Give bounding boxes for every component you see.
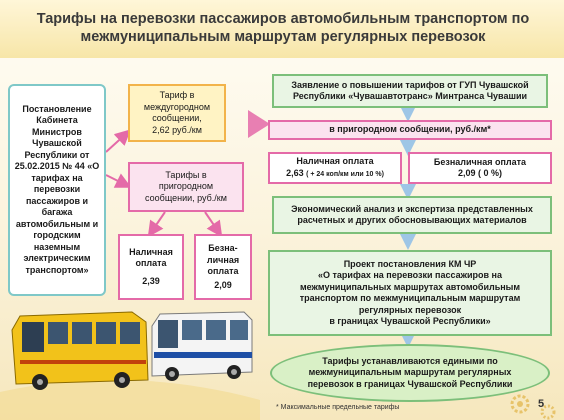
- suburban-tariffs-box: [128, 162, 244, 212]
- white-bus-illustration: [152, 312, 252, 381]
- cash-right-value: 2,63: [286, 167, 304, 178]
- page-number: 5: [538, 398, 545, 410]
- arrow-to-cash-left: [150, 212, 165, 234]
- application-box: [272, 74, 548, 108]
- gear-icon: [512, 396, 528, 412]
- cashless-right-value: 2,09 ( 0 %): [457, 168, 503, 178]
- arrow-to-suburban: [106, 175, 128, 186]
- arrow-to-cashless-left: [205, 212, 220, 234]
- footnote: * Максимальные предельные тарифы: [276, 404, 400, 411]
- project-box: [268, 250, 552, 336]
- yellow-bus-illustration: [12, 312, 148, 390]
- arrow-left-to-right: [248, 110, 270, 138]
- cashless-payment-box-left: [194, 234, 252, 300]
- slide-title: Тарифы на перевозки пассажиров автомобильным транспортом по межмуниципальным маршрутам регулярных перевозок: [36, 11, 530, 45]
- cash-payment-box-right: [268, 152, 402, 184]
- cash-left-label: Наличная оплата: [129, 246, 173, 269]
- suburban-text: Тарифы в пригородном сообщении, руб./км: [145, 169, 227, 203]
- analysis-text: Экономический анализ и экспертиза представленных расчетных и других обосновывающих материалов: [291, 203, 533, 225]
- intercity-label: Тариф в междугородном сообщении,: [143, 90, 211, 123]
- cash-payment-box-left: [118, 234, 184, 300]
- project-body: «О тарифах на перевозки пассажиров на межмуниципальных маршрутах автомобильным транспортом по межмуниципальным маршрутам регулярных перевозок: [299, 270, 521, 315]
- suburban-right-text: в пригородном сообщении, руб./км*: [329, 124, 491, 135]
- intercity-tariff-box: [128, 84, 226, 142]
- suburban-right-box: [268, 120, 552, 140]
- cash-right-label: Наличная оплата: [296, 156, 374, 166]
- project-title: Проект постановления КМ ЧР: [343, 258, 477, 269]
- cashless-payment-box-right: [408, 152, 552, 184]
- decree-text: Постановление Кабинета Министров Чувашской Республики от 25.02.2015 № 44 «О тарифах на перевозки пассажиров и багажа автомобильным и городским наземным электрическим транспортом»: [14, 103, 100, 275]
- cashless-right-label: Безналичная оплата: [433, 156, 527, 167]
- project-region: в границах Чувашской Республики»: [329, 316, 491, 326]
- decree-box: [8, 84, 106, 296]
- cash-right-note: ( + 24 коп/км или 10 %): [306, 170, 384, 178]
- oval-text: Тарифы устанавливаются едиными по межмуниципальным маршрутам регулярных перевозок в границах Чувашской Республики: [307, 355, 513, 389]
- arrow-to-intercity: [106, 132, 128, 152]
- cashless-left-value: 2,09: [214, 279, 232, 290]
- analysis-box: [272, 196, 552, 234]
- single-tariffs-oval: [270, 344, 550, 402]
- cash-right-value-line: [286, 168, 384, 181]
- intercity-value: 2,62 руб./км: [152, 124, 202, 135]
- cashless-left-label: Безна-личная оплата: [206, 243, 240, 276]
- cash-left-value: 2,39: [142, 275, 160, 286]
- application-text: Заявление о повышении тарифов от ГУП Чувашской Республики «Чувашавтотранс» Минтранса Чувашии: [291, 79, 529, 101]
